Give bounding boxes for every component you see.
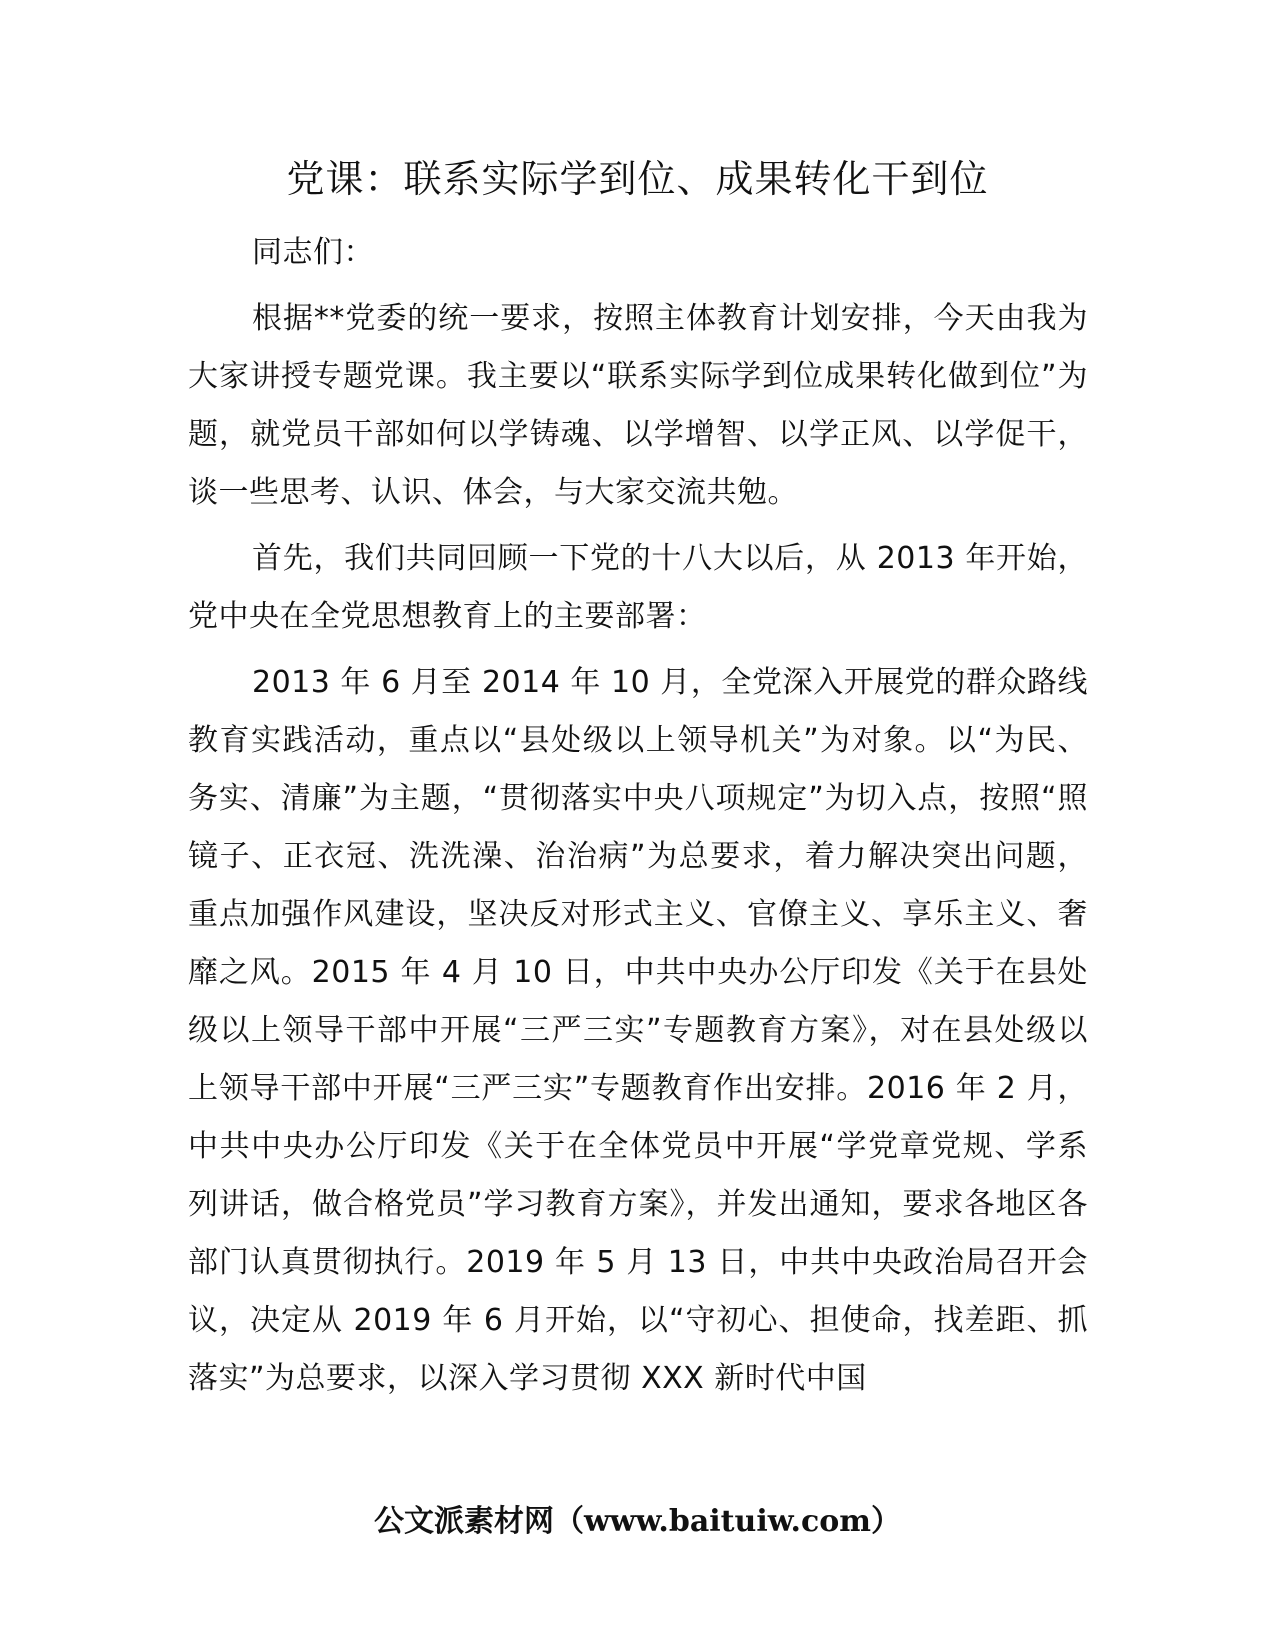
intro-paragraph: 根据**党委的统一要求，按照主体教育计划安排，今天由我为大家讲授专题党课。我主要以“联系实际学到位成果转化做到位”为题，就党员干部如何以学铸魂、以学增智、以学正风、以学促干，谈一些思考、认识、体会，与大家交流共勉。: [188, 301, 1088, 510]
history-paragraph: 2013 年 6 月至 2014 年 10 月，全党深入开展党的群众路线教育实践活动，重点以“县处级以上领导机关”为对象。以“为民、务实、清廉”为主题，“贯彻落实中央八项规定”为切入点，按照“照镜子、正衣冠、洗洗澡、治治病”为总要求，着力解决突出问题，重点加强作风建设，坚决反对形式主义、官僚主义、享乐主义、奢靡之风。2015 年 4 月 10 日，中共中央办公厅印发《关于在县处级以上领导干部中开展“三严三实”专题教育方案》，对在县处级以上领导干部中开展“三严三实”专题教育作出安排。2016 年 2 月，中共中央办公厅印发《关于在全体党员中开展“学党章党规、学系列讲话，做合格党员”学习教育方案》，并发出通知，要求各地区各部门认真贯彻执行。2019 年 5 月 13 日，中共中央政治局召开会议，决定从 2019 年 6 月开始，以“守初心、担使命，找差距、抓落实”为总要求，以深入学习贯彻 XXX 新时代中国: [188, 665, 1088, 1396]
greeting-paragraph: 同志们：: [252, 235, 374, 270]
document-body: [188, 224, 1088, 1416]
footer-watermark: 公文派素材网（www.baituiw.com）: [373, 1504, 902, 1539]
review-paragraph: 首先，我们共同回顾一下党的十八大以后，从 2013 年开始，党中央在全党思想教育上的主要部署：: [188, 541, 1088, 634]
document-title: 党课：联系实际学到位、成果转化干到位: [286, 157, 989, 201]
